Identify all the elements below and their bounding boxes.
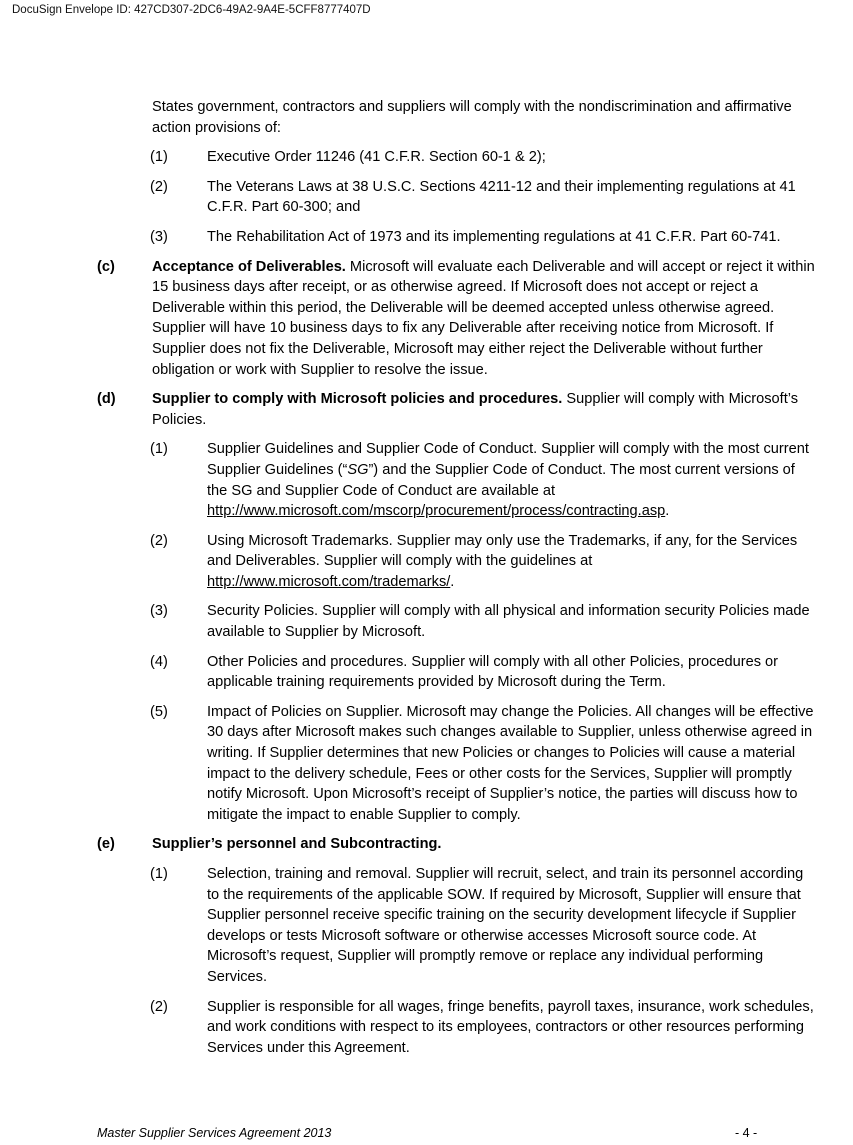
supplier-guidelines-link[interactable]: http://www.microsoft.com/mscorp/procurement/process/contracting.asp — [207, 503, 666, 520]
personnel-item — [0, 997, 853, 1059]
section-number: (c) — [97, 258, 115, 275]
section-d — [0, 389, 853, 430]
intro-item-text: Executive Order 11246 (41 C.F.R. Section 60-1 & 2); — [207, 149, 546, 166]
personnel-item-number: (2) — [150, 998, 168, 1015]
section-heading: Acceptance of Deliverables. — [152, 258, 346, 275]
section-text — [152, 834, 817, 855]
policy-item — [0, 601, 853, 642]
intro-item-text: The Rehabilitation Act of 1973 and its implementing regulations at 41 C.F.R. Part 60-741. — [207, 228, 781, 245]
policy-item-text: Impact of Policies on Supplier. Microsoft may change the Policies. All changes will be effective 30 days after Microsoft makes such changes available to Supplier, unless otherwise agreed in writing. If Supplier determines that new Policies or changes to Policies will cause a material impact to the delivery schedule, Fees or other costs for the Services, Supplier will promptly notify Microsoft. Upon Microsoft’s receipt of Supplier’s notice, the parties will discuss how to mitigate the impact to enable Supplier to comply. — [207, 703, 814, 823]
policy-item-text: Security Policies. Supplier will comply with all physical and information security Policies made available to Supplier by Microsoft. — [207, 603, 810, 641]
footer-title: Master Supplier Services Agreement 2013 — [97, 1126, 332, 1140]
section-e — [0, 834, 853, 855]
policy-text-end: . — [450, 573, 455, 590]
policy-item — [0, 531, 853, 593]
section-heading: Supplier to comply with Microsoft policies and procedures. — [152, 391, 563, 408]
intro-paragraph: States government, contractors and suppliers will comply with the nondiscrimination and affirmative action provisions of: — [152, 99, 792, 136]
policy-text-part: ”) and the Supplier Code of Conduct. The most current versions of the SG and Supplier Code of Conduct are available at — [207, 461, 795, 499]
page-number: - 4 - — [735, 1126, 758, 1140]
policy-item-number: (4) — [150, 653, 168, 670]
policy-item-number: (1) — [150, 441, 168, 458]
policy-item-text — [207, 531, 817, 593]
envelope-id: DocuSign Envelope ID: 427CD307-2DC6-49A2-9A4E-5CFF8777407D — [12, 4, 371, 16]
policy-item-text — [207, 439, 817, 521]
policy-item — [0, 439, 853, 521]
policy-text-end: . — [665, 503, 670, 520]
personnel-item-number: (1) — [150, 866, 168, 882]
personnel-item-text: Selection, training and removal. Supplier will recruit, select, and train its personnel according to the requirements of the applicable SOW. If required by Microsoft, Supplier will ensure that Supplier personnel receive specific training on the security development lifecycle if Supplier develops or tests Microsoft software or otherwise accesses Microsoft source code. At Microsoft’s request, Supplier will promptly remove or replace any individual performing Services. — [207, 866, 804, 985]
policy-text-italic: SG — [347, 461, 369, 478]
section-body: Supplier will comply with Microsoft’s Policies. — [152, 391, 799, 428]
intro-item — [0, 177, 853, 218]
section-number: (d) — [97, 391, 116, 408]
policy-item-number: (5) — [150, 703, 168, 720]
policy-item-number: (2) — [150, 532, 168, 549]
personnel-item — [0, 864, 853, 988]
intro-item — [0, 147, 853, 168]
section-c — [0, 257, 853, 381]
trademarks-link[interactable]: http://www.microsoft.com/trademarks/ — [207, 573, 451, 590]
policy-item-number: (3) — [150, 603, 168, 620]
personnel-item-text: Supplier is responsible for all wages, fringe benefits, payroll taxes, insurance, work schedules, and work conditions with respect to its employees, contractors or other resources performing Services under this Agreement. — [207, 998, 814, 1056]
section-heading: Supplier’s personnel and Subcontracting. — [152, 836, 442, 853]
intro-item-number: (1) — [150, 149, 168, 166]
section-body: Microsoft will evaluate each Deliverable and will accept or reject it within 15 business days after receipt, or as otherwise agreed. If Microsoft does not accept or reject a Deliverable within this period, the Deliverable will be deemed accepted unless otherwise agreed. Supplier will have 10 business days to fix any Deliverable after receiving notice from Microsoft. If Supplier does not fix the Deliverable, Microsoft may either reject the Deliverable without further obligation or work with Supplier to resolve the issue. — [152, 258, 815, 378]
section-number: (e) — [97, 836, 115, 853]
policy-item — [0, 702, 853, 826]
intro-item — [0, 227, 853, 248]
policy-text-part: Supplier Guidelines and Supplier Code of Conduct. Supplier will comply with the most current Supplier Guidelines (“ — [207, 441, 809, 478]
document-body — [0, 97, 853, 1067]
policy-item — [0, 652, 853, 693]
section-text — [152, 257, 817, 381]
intro-item-number: (3) — [150, 228, 168, 245]
intro-item-text: The Veterans Laws at 38 U.S.C. Sections 4211-12 and their implementing regulations at 41 C.F.R. Part 60-300; and — [207, 178, 796, 216]
intro-item-number: (2) — [150, 178, 168, 195]
policy-text-part: Using Microsoft Trademarks. Supplier may only use the Trademarks, if any, for the Services and Deliverables. Supplier will comply with the guidelines at — [207, 532, 798, 570]
policy-item-text: Other Policies and procedures. Supplier will comply with all other Policies, procedures or applicable training requirements provided by Microsoft during the Term. — [207, 653, 779, 691]
section-text — [152, 389, 817, 430]
